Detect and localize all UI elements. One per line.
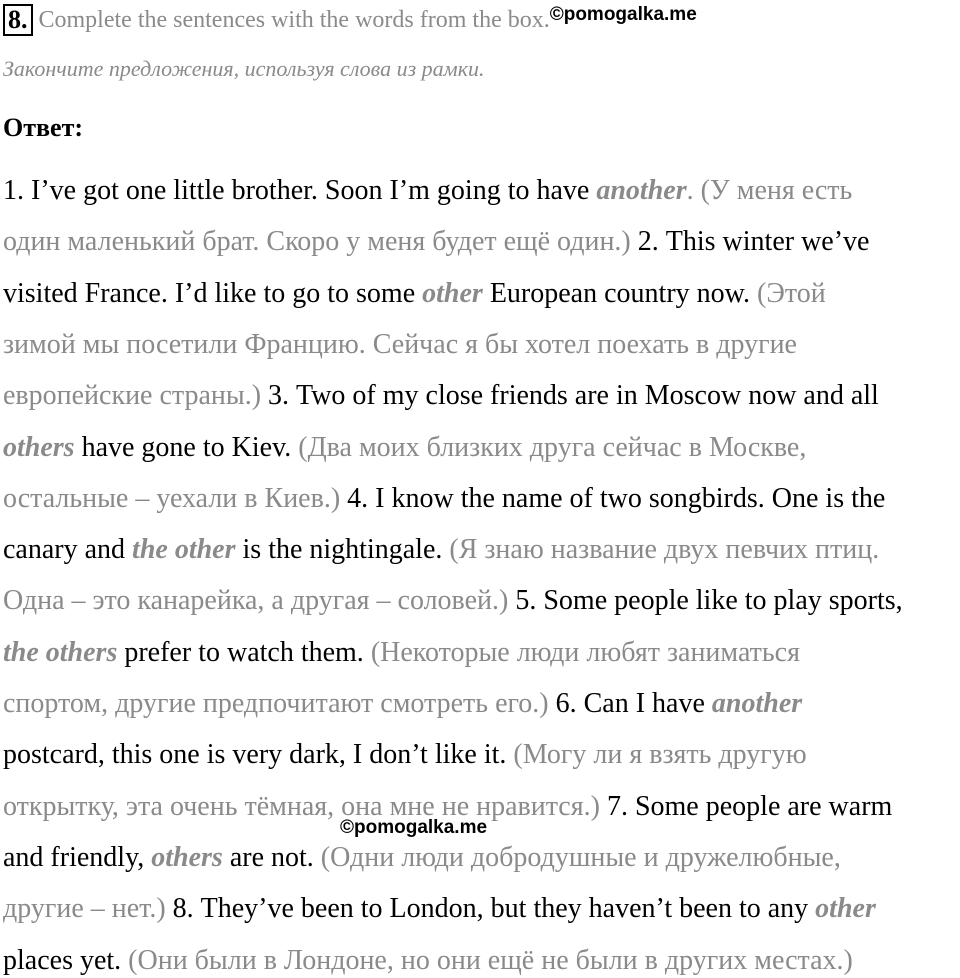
answer-line — [3, 482, 885, 516]
english-text: postcard, this one is very dark, I don’t like it. — [3, 739, 514, 770]
russian-translation: остальные – уехали в Киев.) — [3, 483, 348, 514]
english-text: places yet. — [3, 945, 129, 976]
english-text: 6. Can I have — [555, 688, 712, 719]
answer-line — [3, 533, 879, 567]
russian-translation: другие – нет.) — [3, 893, 173, 924]
russian-translation: (Они были в Лондоне, но они ещё не были в других местах.) — [128, 945, 853, 976]
english-text: are not. — [222, 842, 321, 873]
russian-translation: один маленький брат. Скоро у меня будет ещё один.) — [3, 226, 638, 257]
task-number: 8. — [3, 4, 33, 36]
watermark: ©pomogalka.me — [549, 4, 697, 25]
english-text: 2. This winter we’ve — [637, 226, 870, 257]
answer-line — [3, 174, 852, 208]
answer-word: the other — [132, 534, 236, 565]
answer-word: other — [815, 893, 876, 924]
answer-line — [3, 687, 802, 721]
english-text: European country now. — [482, 278, 758, 309]
english-text: 7. Some people are warm — [606, 791, 893, 822]
russian-translation: (Некоторые люди любят заниматься — [370, 637, 800, 668]
english-text: and friendly, — [3, 842, 152, 873]
russian-translation: открытку, эта очень тёмная, она мне не нравится.) — [3, 791, 607, 822]
answer-word: others — [151, 842, 223, 873]
answer-line — [3, 225, 869, 259]
watermark-center: ©pomogalka.me — [340, 817, 488, 838]
answer-word: the others — [3, 637, 118, 668]
english-text: visited France. I’d like to go to some — [3, 278, 423, 309]
russian-translation: зимой мы посетили Францию. Сейчас я бы хотел поехать в другие — [3, 329, 797, 360]
english-text: prefer to watch them. — [117, 637, 371, 668]
answer-line — [3, 584, 903, 618]
english-text: is the nightingale. — [235, 534, 450, 565]
english-text: 3. Two of my close friends are in Moscow now and all — [268, 380, 879, 411]
english-text: 5. Some people like to play sports, — [515, 585, 903, 616]
russian-translation: (Могу ли я взять другую — [513, 739, 807, 770]
russian-translation: . (У меня есть — [686, 175, 853, 206]
answer-word: another — [711, 688, 803, 719]
answer-word: others — [3, 432, 75, 463]
answer-line — [3, 944, 853, 978]
task-instruction: Complete the sentences with the words from the box. — [38, 7, 550, 33]
answer-line — [3, 892, 876, 926]
russian-translation: (Я знаю название двух певчих птиц. — [449, 534, 880, 565]
english-text: 1. I’ve got one little brother. Soon I’m going to have — [3, 175, 597, 206]
english-text: 4. I know the name of two songbirds. One is the — [347, 483, 886, 514]
task-translation: Закончите предложения, используя слова из рамки. — [3, 56, 485, 81]
answer-line — [3, 738, 807, 772]
russian-translation: (Этой — [757, 278, 826, 309]
answer-line — [3, 841, 841, 875]
english-text: canary and — [3, 534, 133, 565]
answer-line — [3, 277, 826, 311]
answer-line — [3, 636, 800, 670]
answer-label: Ответ: — [3, 113, 84, 142]
russian-translation: спортом, другие предпочитают смотреть его.) — [3, 688, 556, 719]
answer-line — [3, 379, 879, 413]
russian-translation: Одна – это канарейка, а другая – соловей.) — [3, 585, 516, 616]
russian-translation: (Одни люди добродушные и дружелюбные, — [320, 842, 841, 873]
answer-line — [3, 328, 797, 362]
russian-translation: (Два моих близких друга сейчас в Москве, — [298, 432, 807, 463]
english-text: have gone to Kiev. — [74, 432, 299, 463]
english-text: 8. They’ve been to London, but they haven’t been to any — [172, 893, 816, 924]
answer-line — [3, 431, 806, 465]
answer-word: other — [422, 278, 483, 309]
task-header — [3, 4, 697, 38]
answer-word: another — [596, 175, 687, 206]
russian-translation: европейские страны.) — [3, 380, 269, 411]
